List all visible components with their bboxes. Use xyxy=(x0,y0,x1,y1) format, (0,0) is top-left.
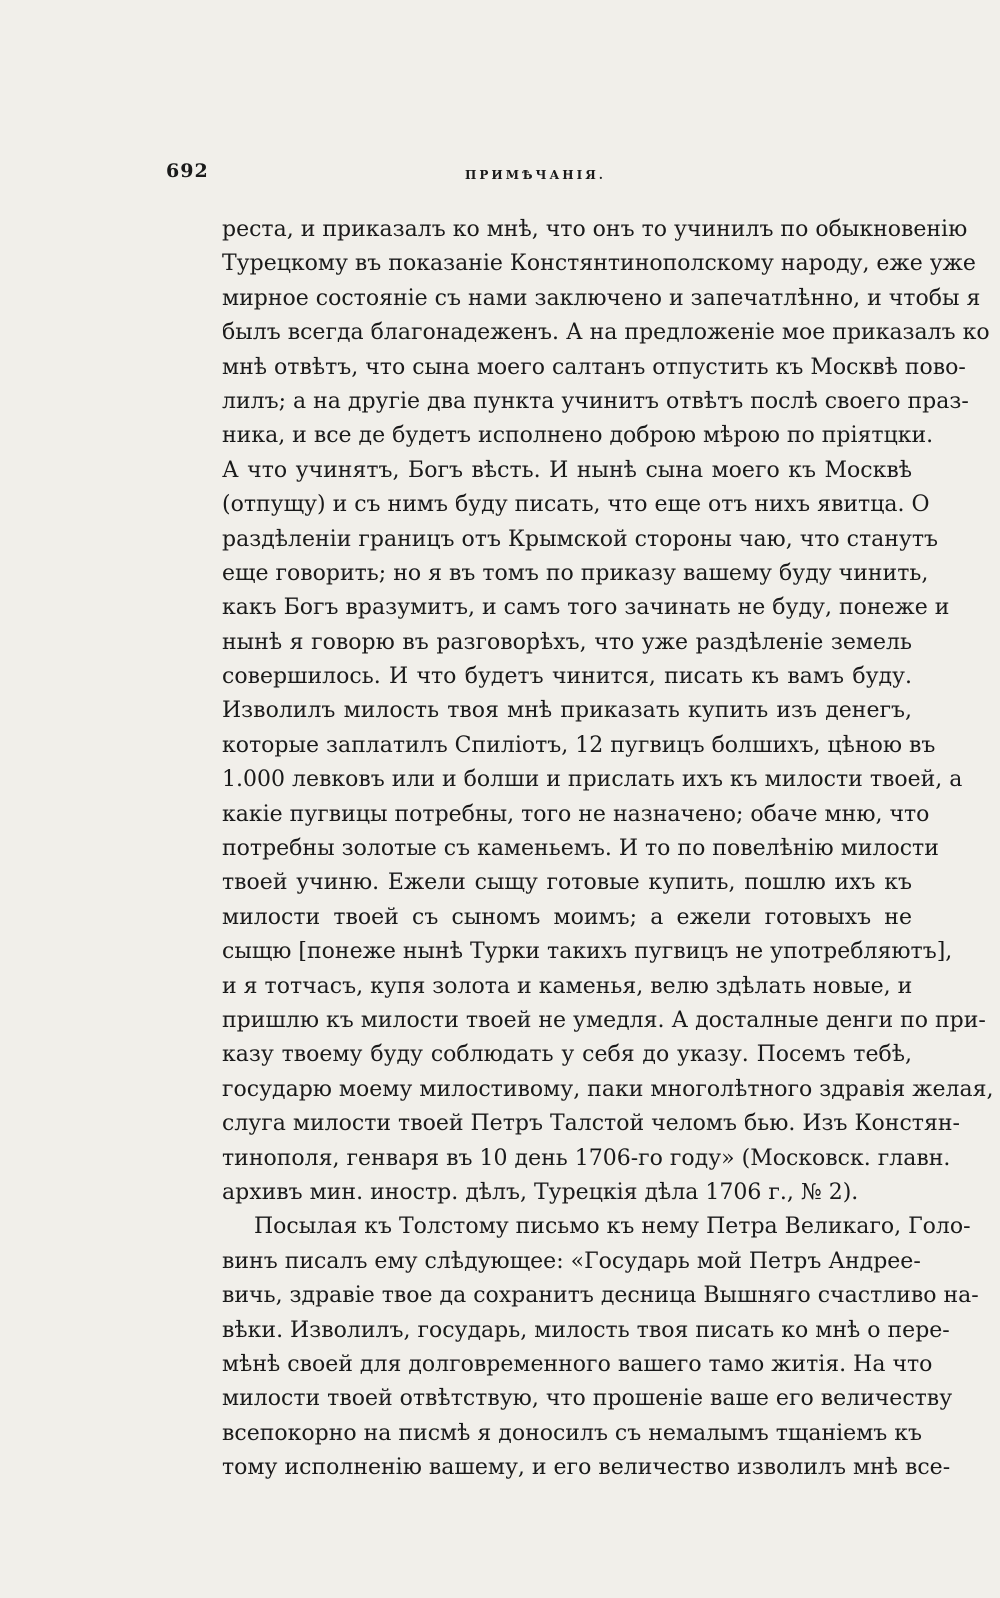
page-number: 692 xyxy=(166,160,209,182)
text-line: твоей учиню. Ежели сыщу готовые купить, пошлю ихъ къ xyxy=(222,870,912,896)
text-line: Изволилъ милость твоя мнѣ приказать купить изъ денегъ, xyxy=(222,698,912,724)
text-line: государю моему милостивому, паки многолѣтного здравія желая, xyxy=(222,1076,994,1102)
text-line: 1.000 левковъ или и болши и прислать ихъ къ милости твоей, а xyxy=(222,767,963,793)
text-line: раздѣленіи границъ отъ Крымской стороны чаю, что станутъ xyxy=(222,526,939,552)
text-line: мирное состояніе съ нами заключено и запечатлѣнно, и чтобы я xyxy=(222,285,981,311)
text-line: А что учинятъ, Богъ вѣсть. И нынѣ сына моего къ Москвѣ xyxy=(222,457,912,483)
text-line: Посылая къ Толстому письмо къ нему Петра Великаго, Голо- xyxy=(254,1214,971,1240)
text-line: лилъ; а на другіе два пункта учинитъ отвѣтъ послѣ своего праз- xyxy=(222,388,969,414)
text-line: ника, и все де будетъ исполнено доброю мѣрою по пріятцки. xyxy=(222,423,934,449)
text-line: мнѣ отвѣтъ, что сына моего салтанъ отпустить къ Москвѣ пово- xyxy=(222,354,966,380)
text-line: вичь, здравіе твое да сохранитъ десница Вышняго счастливо на- xyxy=(222,1283,979,1309)
text-line: тинополя, генваря въ 10 день 1706-го году» (Московск. главн. xyxy=(222,1145,951,1171)
text-line: мѣнѣ своей для долговременного вашего тамо житія. На что xyxy=(222,1351,933,1377)
text-line: совершилось. И что будетъ чинится, писать къ вамъ буду. xyxy=(222,664,912,690)
text-line: сыщю [понеже нынѣ Турки такихъ пугвицъ не употребляютъ], xyxy=(222,939,953,965)
text-line: архивъ мин. иностр. дѣлъ, Турецкія дѣла 1706 г., № 2). xyxy=(222,1179,859,1205)
text-line: всепокорно на писмѣ я доносилъ съ немалымъ тщаніемъ къ xyxy=(222,1420,923,1446)
text-line: вѣки. Изволилъ, государь, милость твоя писать ко мнѣ о пере- xyxy=(222,1317,950,1343)
text-line: казу твоему буду соблюдать у себя до указу. Посемъ тебѣ, xyxy=(222,1042,912,1068)
body-text xyxy=(222,213,994,1485)
text-line: потребны золотые съ каменьемъ. И то по повелѣнію милости xyxy=(222,836,939,862)
text-line: винъ писалъ ему слѣдующее: «Государь мой Петръ Андрее- xyxy=(222,1248,921,1274)
text-line: какіе пугвицы потребны, того не назначено; обаче мню, что xyxy=(222,801,930,827)
text-line: нынѣ я говорю въ разговорѣхъ, что уже раздѣленіе земель xyxy=(222,629,912,655)
text-line: милости твоей отвѣтствую, что прошеніе ваше его величеству xyxy=(222,1386,953,1412)
text-line: слуга милости твоей Петръ Талстой челомъ бью. Изъ Констян- xyxy=(222,1111,960,1137)
text-line: Турецкому въ показаніе Констянтинополскому народу, еже уже xyxy=(222,251,976,277)
text-line: и я тотчасъ, купя золота и каменья, велю здѣлать новые, и xyxy=(222,973,913,999)
text-line: тому исполненію вашему, и его величество изволилъ мнѣ все- xyxy=(222,1455,951,1481)
text-line: былъ всегда благонадеженъ. А на предложеніе мое приказалъ ко xyxy=(222,320,990,346)
text-line: реста, и приказалъ ко мнѣ, что онъ то учинилъ по обыкновенію xyxy=(222,217,968,242)
running-title: ПРИМѢЧАНІЯ. xyxy=(465,168,606,182)
text-line: (отпущу) и съ нимъ буду писать, что еще отъ нихъ явитца. О xyxy=(222,492,930,518)
text-line: которые заплатилъ Спиліотъ, 12 пугвицъ болшихъ, цѣною въ xyxy=(222,732,936,758)
text-line: пришлю къ милости твоей не умедля. А досталные денги по при- xyxy=(222,1007,986,1033)
text-line: милости твоей съ сыномъ моимъ; а ежели готовыхъ не xyxy=(222,904,912,930)
text-line: какъ Богъ вразумитъ, и самъ того зачинать не буду, понеже и xyxy=(222,595,950,621)
text-line: еще говорить; но я въ томъ по приказу вашему буду чинить, xyxy=(222,560,929,586)
